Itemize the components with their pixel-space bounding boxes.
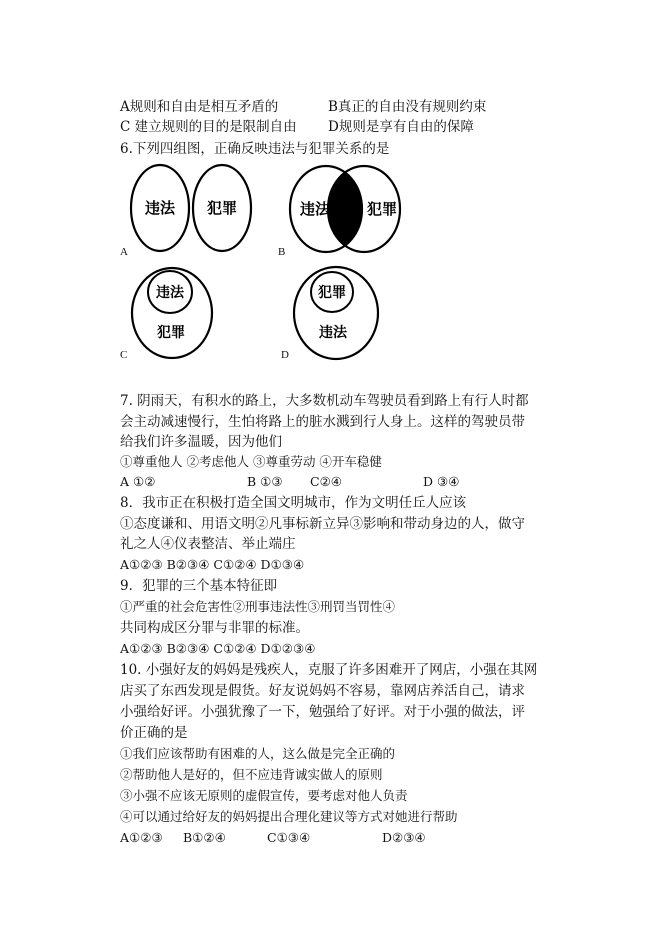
diagram-b bbox=[284, 162, 408, 258]
diagram-c-letter: C bbox=[120, 349, 128, 361]
q7-option-b: B ①③ bbox=[247, 474, 283, 489]
diagram-a-illegal-label: 违法 bbox=[144, 199, 176, 217]
diagram-d-outer-illegal bbox=[294, 267, 378, 359]
q5-option-c-key: C bbox=[120, 119, 131, 135]
q10-stem-line2: 店买了东西发现是假货。好友说妈妈不容易，靠网店养活自己，请求 bbox=[120, 683, 525, 699]
q5-option-b-key: B bbox=[328, 99, 338, 115]
diagram-a bbox=[126, 162, 258, 254]
diagram-d-illegal-label: 违法 bbox=[319, 325, 347, 341]
q5-row2 bbox=[120, 118, 474, 136]
q5-option-a: 规则和自由是相互矛盾的 bbox=[129, 99, 279, 115]
diagram-c-crime-label: 犯罪 bbox=[157, 325, 185, 341]
q7-option-d: D ③④ bbox=[423, 474, 460, 489]
q7-stem-line1: 7. 阴雨天，有积水的路上，大多数机动车驾驶员看到路上有行人时都 bbox=[120, 393, 529, 409]
q10-item1: ①我们应该帮助有困难的人，这么做是完全正确的 bbox=[120, 746, 396, 761]
q9-note: 共同构成区分罪与非罪的标准。 bbox=[120, 620, 309, 636]
q8-items-line2: 礼之人④仪表整洁、举止端庄 bbox=[120, 536, 296, 552]
q8-items-line1: ①态度谦和、用语文明②凡事标新立异③影响和带动身边的人，做守 bbox=[120, 516, 525, 532]
q7-items: ①尊重他人 ②考虑他人 ③尊重劳动 ④开车稳健 bbox=[120, 454, 382, 469]
q10-item2: ②帮助他人是好的，但不应违背诚实做人的原则 bbox=[120, 767, 383, 782]
q7-option-a: A ①② bbox=[120, 474, 156, 489]
q6-stem: 6.下列四组图，正确反映违法与犯罪关系的是 bbox=[120, 141, 390, 157]
q10-option-b: B①②④ bbox=[183, 830, 226, 845]
diagram-d bbox=[290, 262, 384, 362]
q10-item4: ④可以通过给好友的妈妈提出合理化建议等方式对她进行帮助 bbox=[120, 809, 458, 824]
q7-stem-line3: 给我们许多温暖，因为他们 bbox=[120, 434, 282, 450]
q10-stem-line3: 小强给好评。小强犹豫了一下，勉强给了好评。对于小强的做法，评 bbox=[120, 704, 525, 720]
q10-item3: ③小强不应该无原则的虚假宣传，要考虑对他人负责 bbox=[120, 788, 408, 803]
diagram-a-crime-label: 犯罪 bbox=[206, 199, 238, 217]
diagram-a-letter: A bbox=[120, 246, 128, 258]
q10-option-d: D②③④ bbox=[382, 830, 426, 845]
q5-row1 bbox=[120, 98, 487, 116]
q9-items: ①严重的社会危害性②刑事违法性③刑罚当罚性④ bbox=[120, 599, 396, 614]
diagram-b-illegal-label: 违法 bbox=[299, 200, 331, 218]
diagram-c-illegal-label: 违法 bbox=[156, 285, 184, 301]
q10-option-c: C①③④ bbox=[267, 830, 311, 845]
q10-option-a: A①②③ bbox=[120, 830, 163, 845]
q9-options: A①②③ B②③④ C①②④ D①②③④ bbox=[120, 641, 316, 656]
q5-option-b: 真正的自由没有规则约束 bbox=[337, 99, 487, 115]
q9-stem: 9．犯罪的三个基本特征即 bbox=[120, 578, 278, 594]
diagram-d-crime-label: 犯罪 bbox=[318, 285, 346, 301]
q5-option-d: 规则是享有自由的保障 bbox=[338, 119, 474, 135]
q8-options: A①②③ B②③④ C①②④ D①③④ bbox=[120, 557, 305, 572]
diagram-b-letter: B bbox=[278, 246, 286, 258]
diagram-c bbox=[128, 264, 218, 360]
q10-options bbox=[120, 829, 426, 847]
q8-stem: 8．我市正在积极打造全国文明城市，作为文明任丘人应该 bbox=[120, 495, 467, 511]
q7-option-c: C②④ bbox=[310, 474, 342, 489]
q5-option-c: 建立规则的目的是限制自由 bbox=[134, 119, 297, 135]
diagram-b-crime-label: 犯罪 bbox=[366, 200, 398, 218]
diagram-d-letter: D bbox=[281, 349, 289, 361]
q10-stem-line1: 10. 小强好友的妈妈是残疾人，克服了许多困难开了网店，小强在其网 bbox=[120, 662, 538, 678]
q10-stem-line4: 价正确的是 bbox=[120, 725, 188, 741]
q7-stem-line2: 会主动减速慢行，生怕将路上的脏水溅到行人身上。这样的驾驶员带 bbox=[120, 414, 525, 430]
q5-option-a-key: A bbox=[120, 99, 130, 115]
q5-option-d-key: D bbox=[328, 119, 339, 135]
q7-options bbox=[120, 473, 460, 491]
